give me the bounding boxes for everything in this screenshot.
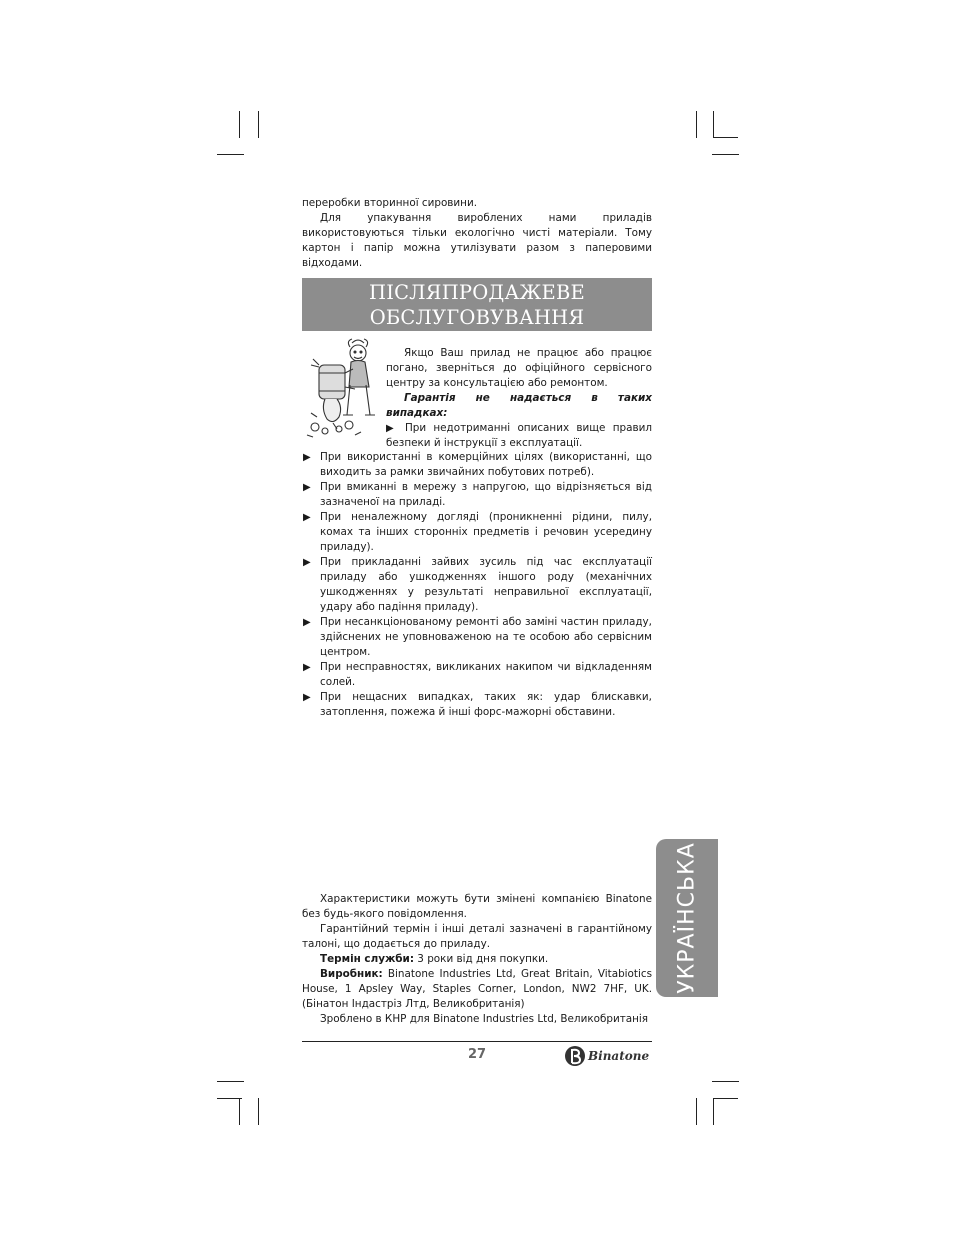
crop-mark xyxy=(239,1098,240,1125)
manufacturer xyxy=(302,967,652,1012)
brand-name: Binatone xyxy=(588,1049,650,1063)
language-tab-label: УКРАЇНСЬКА xyxy=(674,842,700,994)
first-exclusion-text: При недотриманні описаних вище правил безпеки й інструкції з експлуатації. xyxy=(386,422,652,449)
recycling-line: переробки вторинної сировини. xyxy=(302,197,478,209)
service-life xyxy=(302,952,652,967)
brand-logo-icon xyxy=(564,1044,586,1068)
section-heading xyxy=(302,278,652,331)
crop-mark xyxy=(713,1098,714,1125)
service-life-label: Термін служби: xyxy=(320,953,414,965)
bullet-arrow-icon: ▶ xyxy=(386,423,398,434)
list-item xyxy=(302,510,652,555)
bullet-arrow-icon: ▶ xyxy=(303,482,311,493)
intro-text: Якщо Ваш прилад не працює або працює погано, зверніться до офіційного сервісного центру за консультацією або ремонтом. xyxy=(386,347,652,389)
list-item-text: При вмиканні в мережу з напругою, що відрізняється від зазначеної на приладі. xyxy=(320,481,652,508)
bullet-arrow-icon: ▶ xyxy=(303,692,311,703)
recycling-paragraph xyxy=(302,196,652,271)
crop-mark xyxy=(217,1081,244,1082)
warranty-exclusion-heading: Гарантія не надається в таких випадках: xyxy=(386,392,652,419)
bullet-arrow-icon: ▶ xyxy=(303,512,311,523)
exclusion-list xyxy=(302,450,652,720)
first-exclusion-item xyxy=(386,421,652,451)
list-item-text: При прикладанні зайвих зусиль під час експлуатації приладу або ушкодженнях іншого роду (механічних ушкодженнях у результаті неправильної експлуатації, удару або падіння приладу). xyxy=(320,556,652,613)
bullet-arrow-icon: ▶ xyxy=(303,452,311,463)
list-item xyxy=(302,480,652,510)
footer-notes xyxy=(302,892,652,1027)
list-item xyxy=(302,660,652,690)
bullet-arrow-icon: ▶ xyxy=(303,557,311,568)
crop-mark xyxy=(713,1098,738,1099)
warranty-notice: Гарантійний термін і інші деталі зазначені в гарантійному талоні, що додається до приладу. xyxy=(302,923,652,950)
language-tab xyxy=(656,839,718,997)
crop-mark xyxy=(258,111,259,138)
crop-mark xyxy=(712,1081,739,1082)
manufacturer-label: Виробник: xyxy=(320,968,383,980)
list-item-text: При несправностях, викликаних накипом чи відкладенням солей. xyxy=(320,661,652,688)
page-number: 27 xyxy=(467,1047,487,1062)
made-in: Зроблено в КНР для Binatone Industries Ltd, Великобританія xyxy=(320,1013,649,1025)
crop-mark xyxy=(258,1098,259,1125)
specs-notice: Характеристики можуть бути змінені компанією Binatone без будь-якого повідомлення. xyxy=(302,893,652,920)
heading-line-1: ПІСЛЯПРОДАЖЕВЕ xyxy=(369,281,585,304)
crop-mark xyxy=(713,137,738,138)
crop-mark xyxy=(696,111,697,138)
repairman-illustration xyxy=(303,335,381,443)
bullet-arrow-icon: ▶ xyxy=(303,617,311,628)
list-item xyxy=(302,555,652,615)
brand-logo xyxy=(564,1044,654,1070)
footer-divider xyxy=(302,1041,652,1042)
service-life-value: 3 роки від дня покупки. xyxy=(414,953,549,965)
crop-mark xyxy=(712,154,739,155)
list-item xyxy=(302,450,652,480)
crop-mark xyxy=(239,111,240,138)
list-item xyxy=(302,690,652,720)
list-item-text: При несанкціонованому ремонті або заміні частин приладу, здійснених не уповноваженою на те особою або сервісним центром. xyxy=(320,616,652,658)
list-item-text: При нещасних випадках, таких як: удар блискавки, затоплення, пожежа й інші форс-мажорні обставини. xyxy=(320,691,652,718)
heading-line-2: ОБСЛУГОВУВАННЯ xyxy=(369,306,585,329)
list-item-text: При використанні в комерційних цілях (використанні, що виходить за рамки звичайних побутових потреб). xyxy=(320,451,652,478)
warranty-intro xyxy=(386,346,652,451)
list-item xyxy=(302,615,652,660)
crop-mark xyxy=(713,111,714,138)
crop-mark xyxy=(696,1098,697,1125)
manufacturer-value: Binatone Industries Ltd, Great Britain, Vitabiotics House, 1 Apsley Way, Staples Corner, London, NW2 7HF, UK. (Бінатон Індастріз Лтд, Великобританія) xyxy=(302,968,652,1010)
packaging-paragraph: Для упакування вироблених нами приладів використовуються тільки екологічно чисті матеріали. Тому картон і папір можна утилізувати разом з паперовими відходами. xyxy=(302,212,652,269)
list-item-text: При неналежному догляді (проникненні рідини, пилу, комах та інших сторонніх предметів і речовин усередину приладу). xyxy=(320,511,652,553)
crop-mark xyxy=(217,154,244,155)
bullet-arrow-icon: ▶ xyxy=(303,662,311,673)
